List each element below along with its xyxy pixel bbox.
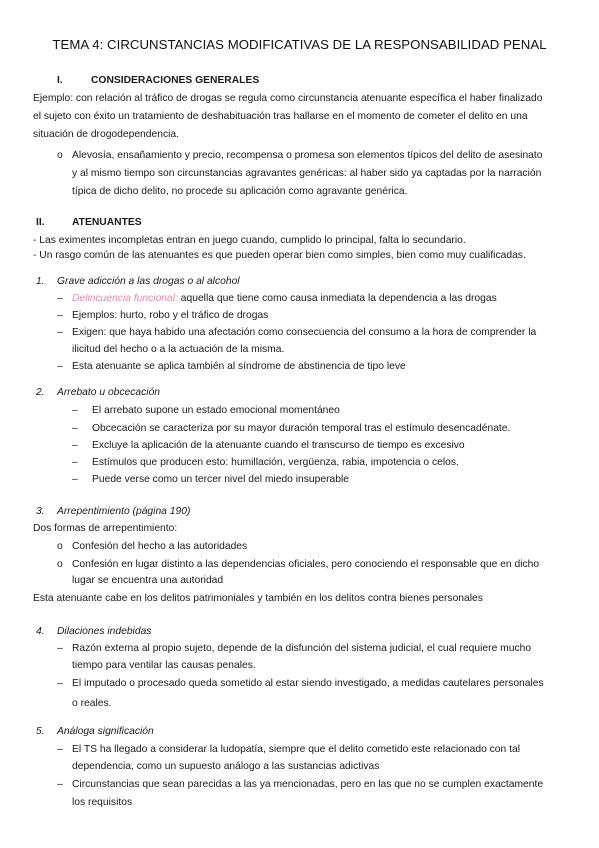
dash-marker: – xyxy=(72,405,78,416)
dash-marker: – xyxy=(72,440,78,451)
dash-marker: – xyxy=(57,361,63,372)
section-1-bullet-line: típica de dicho delito, no procede su aplicación como agravante genérica. xyxy=(72,186,408,197)
dash-marker: – xyxy=(57,779,63,790)
item-4-point-cont: tiempo para ventilar las causas penales. xyxy=(72,660,256,671)
bullet-marker: o xyxy=(57,541,63,552)
item-1-point: Esta atenuante se aplica también al síndrome de abstinencia de tipo leve xyxy=(72,361,406,372)
item-1-point: Exigen: que haya habido una afectación como consecuencia del consumo a la hora de comprender la xyxy=(72,327,537,338)
item-2-point: Puede verse como un tercer nivel del miedo insuperable xyxy=(92,474,349,485)
item-2-number: 2. xyxy=(36,387,45,398)
item-3-title: Arrepentimiento (página 190) xyxy=(57,506,191,517)
dash-marker: – xyxy=(72,423,78,434)
item-1-number: 1. xyxy=(36,276,45,287)
item-3-bullet-cont: lugar se encuentra una autoridad xyxy=(72,575,224,586)
section-1-paragraph-line: situación de drogodependencia. xyxy=(33,129,179,140)
item-4-point: Razón externa al propio sujeto, depende de la disfunción del sistema judicial, el cual requiere mucho xyxy=(72,643,532,654)
section-2-note: - Las eximentes incompletas entran en juego cuando, cumplido lo principal, falta lo secundario. xyxy=(33,235,466,246)
item-4-point: El imputado o procesado queda sometido al estar siendo investigado, a medidas cautelares personales xyxy=(72,678,544,689)
dash-marker: – xyxy=(57,744,63,755)
dash-marker: – xyxy=(72,457,78,468)
dash-marker: – xyxy=(57,310,63,321)
dash-marker: – xyxy=(57,293,63,304)
item-3-intro: Dos formas de arrepentimiento: xyxy=(33,523,178,534)
item-2-point: Estímulos que producen esto: humillación, vergüenza, rabia, impotencia o celos. xyxy=(92,457,459,468)
item-5-point: El TS ha llegado a considerar la ludopatía, siempre que el delito cometido este relacionado con tal xyxy=(72,744,521,755)
item-1-title: Grave adicción a las drogas o al alcohol xyxy=(57,276,240,287)
dash-marker: – xyxy=(57,327,63,338)
section-1-bullet-line: Alevosía, ensañamiento y precio, recompensa o promesa son elementos típicos del delito de asesinato xyxy=(72,150,543,161)
item-1-point: Ejemplos: hurto, robo y el tráfico de drogas xyxy=(72,310,269,321)
item-5-point: Circunstancias que sean parecidas a las ya mencionadas, pero en las que no se cumplen exactamente xyxy=(72,779,544,790)
dash-marker: – xyxy=(72,474,78,485)
highlighted-term: Delincuencia funcional: xyxy=(72,293,178,304)
item-4-point-cont: o reales. xyxy=(72,698,112,709)
section-1-paragraph-line: el sujeto con éxito un tratamiento de deshabituación tras hallarse en el momento de cometer el delito en una xyxy=(33,111,528,122)
dash-marker: – xyxy=(57,678,63,689)
section-2-note: - Un rasgo común de las atenuantes es que pueden operar bien como simples, bien como muy cualificadas. xyxy=(33,250,526,261)
section-1-bullet-line: y al mismo tiempo son circunstancias agravantes genéricas: al haber sido ya captadas por la narración xyxy=(72,168,542,179)
section-1-paragraph-line: Ejemplo: con relación al tráfico de drogas se regula como circunstancia atenuante específica el haber finalizado xyxy=(33,93,543,104)
item-4-number: 4. xyxy=(36,626,45,637)
item-3-number: 3. xyxy=(36,506,45,517)
item-3-bullet: Confesión en lugar distinto a las dependencias oficiales, pero conociendo el responsable que en dicho xyxy=(72,559,540,570)
bullet-marker: o xyxy=(57,559,63,570)
dash-marker: – xyxy=(57,643,63,654)
item-2-point: Excluye la aplicación de la atenuante cuando el transcurso de tiempo es excesivo xyxy=(92,440,465,451)
item-1-point-text: aquella que tiene como causa inmediata la dependencia a las drogas xyxy=(177,293,497,304)
item-2-point: El arrebato supone un estado emocional momentáneo xyxy=(92,405,340,416)
item-5-point-cont: los requisitos xyxy=(72,797,133,808)
bullet-marker: o xyxy=(57,150,63,161)
item-3-bullet: Confesión del hecho a las autoridades xyxy=(72,541,248,552)
section-1-number: I. xyxy=(57,75,63,86)
item-5-number: 5. xyxy=(36,726,45,737)
section-2-heading: ATENUANTES xyxy=(72,217,142,228)
item-4-title: Dilaciones indebidas xyxy=(57,626,152,637)
section-2-number: II. xyxy=(36,217,45,228)
item-5-title: Análoga significación xyxy=(57,726,154,737)
page-title: TEMA 4: CIRCUNSTANCIAS MODIFICATIVAS DE LA RESPONSABILIDAD PENAL xyxy=(52,37,547,52)
item-3-outro: Esta atenuante cabe en los delitos patrimoniales y también en los delitos contra bienes personales xyxy=(33,593,483,604)
item-2-title: Arrebato u obcecación xyxy=(57,387,161,398)
item-2-point: Obcecación se caracteriza por su mayor duración temporal tras el estímulo desencadénate. xyxy=(92,423,511,434)
item-1-point-cont: ilicitud del hecho o a la actuación de la misma. xyxy=(72,344,285,355)
item-1-point xyxy=(72,292,497,306)
item-5-point-cont: dependencia, como un supuesto análogo a las sustancias adictivas xyxy=(72,761,380,772)
section-1-heading: CONSIDERACIONES GENERALES xyxy=(91,75,260,86)
